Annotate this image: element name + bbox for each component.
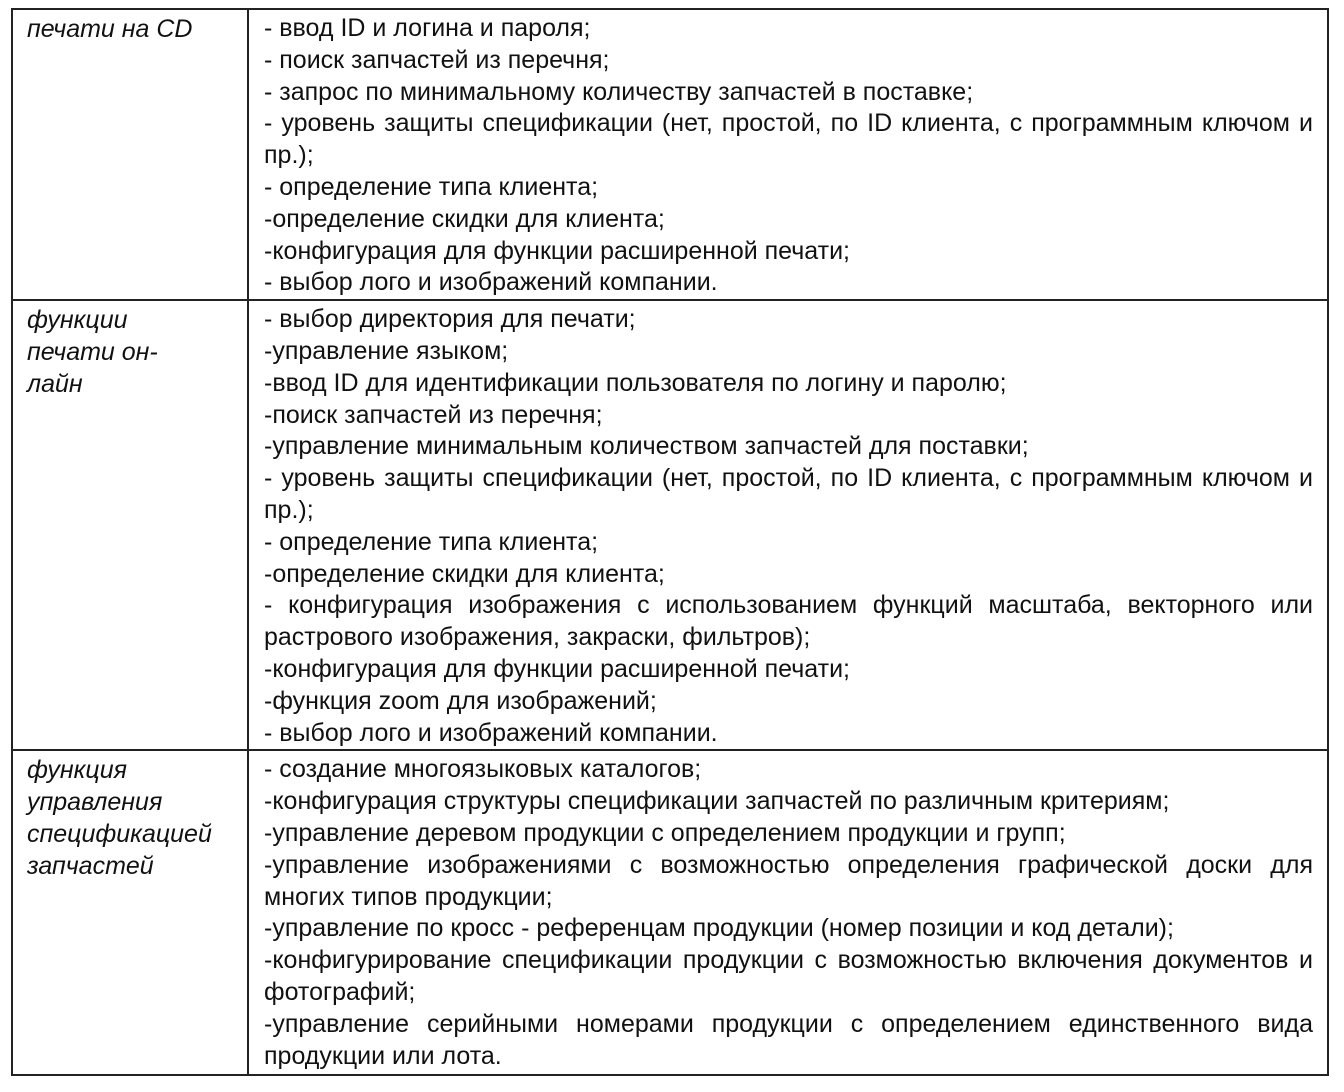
list-item: -управление деревом продукции с определением продукции и групп; xyxy=(264,818,1066,847)
list-item: -функция zoom для изображений; xyxy=(264,686,657,715)
list-item: -управление языком; xyxy=(264,336,509,365)
list-item: -управление изображениями с возможностью определения графической доски для многих типов продукции; xyxy=(264,850,1313,911)
row-label-cell xyxy=(12,300,248,750)
list-item: -конфигурация для функции расширенной печати; xyxy=(264,236,850,265)
row-label: функции печати он- лайн xyxy=(27,306,158,399)
list-item: -конфигурация для функции расширенной печати; xyxy=(264,654,850,683)
list-item: - выбор директория для печати; xyxy=(264,305,636,334)
list-item: - выбор лого и изображений компании. xyxy=(264,718,718,747)
list-item: - выбор лого и изображений компании. xyxy=(264,268,718,297)
table-row xyxy=(12,9,1328,300)
table-row xyxy=(12,300,1328,750)
row-label-cell xyxy=(12,750,248,1075)
list-item: - поиск запчастей из перечня; xyxy=(264,45,610,74)
row-description-cell xyxy=(248,300,1328,750)
row-label: печати на CD xyxy=(27,15,193,43)
list-item: - создание многоязыковых каталогов; xyxy=(264,755,702,784)
row-label-cell xyxy=(12,9,248,300)
list-item: -конфигурация структуры спецификации запчастей по различным критериям; xyxy=(264,787,1170,816)
list-item: - уровень защиты спецификации (нет, простой, по ID клиента, с программным ключом и пр.); xyxy=(264,109,1313,170)
list-item: - определение типа клиента; xyxy=(264,527,599,556)
list-item: -ввод ID для идентификации пользователя по логину и паролю; xyxy=(264,368,1007,397)
list-item: -определение скидки для клиента; xyxy=(264,204,665,233)
list-item: -конфигурирование спецификации продукции с возможностью включения документов и фотографий; xyxy=(264,946,1313,1006)
list-item: - запрос по минимальному количеству запчастей в поставке; xyxy=(264,77,974,106)
spec-table xyxy=(11,8,1329,1076)
list-item: -управление минимальным количеством запчастей для поставки; xyxy=(264,432,1029,461)
list-item: -управление серийными номерами продукции с определением единственного вида продукции или лота. xyxy=(264,1009,1313,1070)
row-label: функция управления спецификацией запчастей xyxy=(27,756,212,881)
row-description-cell xyxy=(248,750,1328,1075)
list-item: -определение скидки для клиента; xyxy=(264,559,665,588)
list-item: - уровень защиты спецификации (нет, простой, по ID клиента, с программным ключом и пр.); xyxy=(264,464,1313,524)
list-item: -управление по кросс - референцам продукции (номер позиции и код детали); xyxy=(264,914,1174,943)
list-item: -поиск запчастей из перечня; xyxy=(264,400,603,429)
list-item: - конфигурация изображения с использованием функций масштаба, векторного или растрового изображения, закраски, фильтров); xyxy=(264,591,1313,652)
table-row xyxy=(12,750,1328,1075)
list-item: - ввод ID и логина и пароля; xyxy=(264,14,591,42)
row-description-cell xyxy=(248,9,1328,300)
list-item: - определение типа клиента; xyxy=(264,172,599,201)
